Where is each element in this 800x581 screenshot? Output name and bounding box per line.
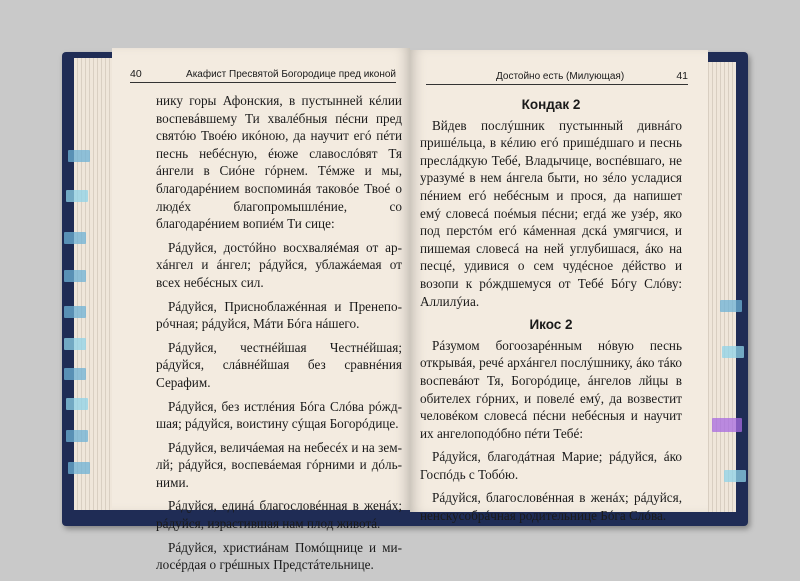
ikos-heading: Икос 2 [529, 317, 573, 333]
left-running-title: Акафист Пресвятой Богородице пред иконой [186, 69, 396, 80]
paragraph: Рáдуйся, Присноблажéнная и Пренепорóчная; рáдуйся, Мáти Бóга нáшего. [156, 298, 402, 332]
paragraph: Рáдуйся, величáемая на небесéх и на землй; рáдуйся, воспевáемая гóрними и дóльними. [156, 439, 402, 490]
left-running-head [130, 68, 396, 83]
sticky-tab [724, 470, 746, 482]
right-page-number: 41 [676, 70, 688, 82]
kontak-heading: Кондак 2 [521, 97, 581, 112]
paragraph: Рáдуйся, благодáтная Марие; рáдуйся, áко Госпóдь с Тобóю. [420, 449, 682, 482]
right-page [410, 50, 708, 524]
page-edges-left [74, 58, 114, 510]
sticky-tab [66, 398, 88, 410]
sticky-tab [68, 462, 90, 474]
paragraph: Рáдуйся, без истлéния Бóга Слóва рóждшая; рáдуйся, воистину сýщая Богорóдице. [156, 398, 402, 432]
paragraph: Рáдуйся, достóйно восхваляéмая от архáнгел и áнгел; рáдуйся, ублажáемая от всех небéсных сил. [156, 239, 402, 290]
right-running-title: Достойно есть (Милующая) [496, 71, 625, 82]
right-body-text [420, 94, 682, 531]
sticky-tab [64, 306, 86, 318]
left-body-text [156, 92, 402, 580]
sticky-tab [64, 368, 86, 380]
sticky-tab [720, 300, 742, 312]
paragraph: Вйдев послýшник пустынный дивнáго пришéльца, в кéлию егó пришéдшаго и песнь преслáдкую Тебé, Владычице, воспéвшаго, не уразумé в нем áнгела быти, но зéло усладися пéнием егó небéсным и прося, да напишет емý словесá поéмыя пéсни; егдá же узéр, яко под перстóм егó кáменная дскá умягчися, и пишемая словесá на ней углубишася, áко на песцé, удивися о сем чудéсное дéйство и возопи к рóждшемуся от Тебé Бóгу Слóву: Аллилýиа. [420, 117, 682, 309]
sticky-tab [722, 346, 744, 358]
paragraph: Рáдуйся, единá благословéнная в женáх; рáдуйся, израстившая нам плод животá. [156, 498, 402, 532]
right-running-head [426, 70, 688, 85]
paragraph: Рáдуйся, благословéнная в женáх; рáдуйся, ненскусобрáчная родительнице Бóга Слóва. [420, 490, 682, 524]
left-page-number: 40 [130, 68, 142, 80]
paragraph: Рáзумом богоозарéнным нóвую песнь открывáя, речé архáнгел послýшнику, áко тáко воспевáют Тя, Богорóдице, áнгелов лйцы в обителех гóрних, и повелé емý, да возвестит человéком словесá пéсни небéсныя и научит их ангелоподóбно пéти Тебé: [420, 337, 682, 441]
paragraph: Рáдуйся, христиáнам Помóщнице и милосéрдая о грéшных Предстáтельнице. [156, 539, 402, 573]
sticky-tab [68, 150, 90, 162]
paragraph: нику горы Афонския, в пустынней кéлии воспевáвшему Ти хвалéбныя пéсни пред святóю Твоéю икóною, да научит егó пéти песнь небéсную, éюже славослóвят Тя áнгели в Сиóне гóрнем. Тéмже и мы, благодарéнием воспоминáя таковóе Твоé о людéх благопромышлéние, со благодарéнием вопиéм Ти сице: [156, 93, 402, 232]
left-page [112, 48, 410, 573]
sticky-tab [66, 190, 88, 202]
sticky-tab [64, 270, 86, 282]
sticky-tab [64, 338, 86, 350]
sticky-tab [66, 430, 88, 442]
sticky-tab [64, 232, 86, 244]
sticky-tab [712, 418, 742, 432]
paragraph: Рáдуйся, честнéйшая Честнéйшая; рáдуйся, слáвнéйшая без сравнéния Серафим. [156, 339, 402, 390]
